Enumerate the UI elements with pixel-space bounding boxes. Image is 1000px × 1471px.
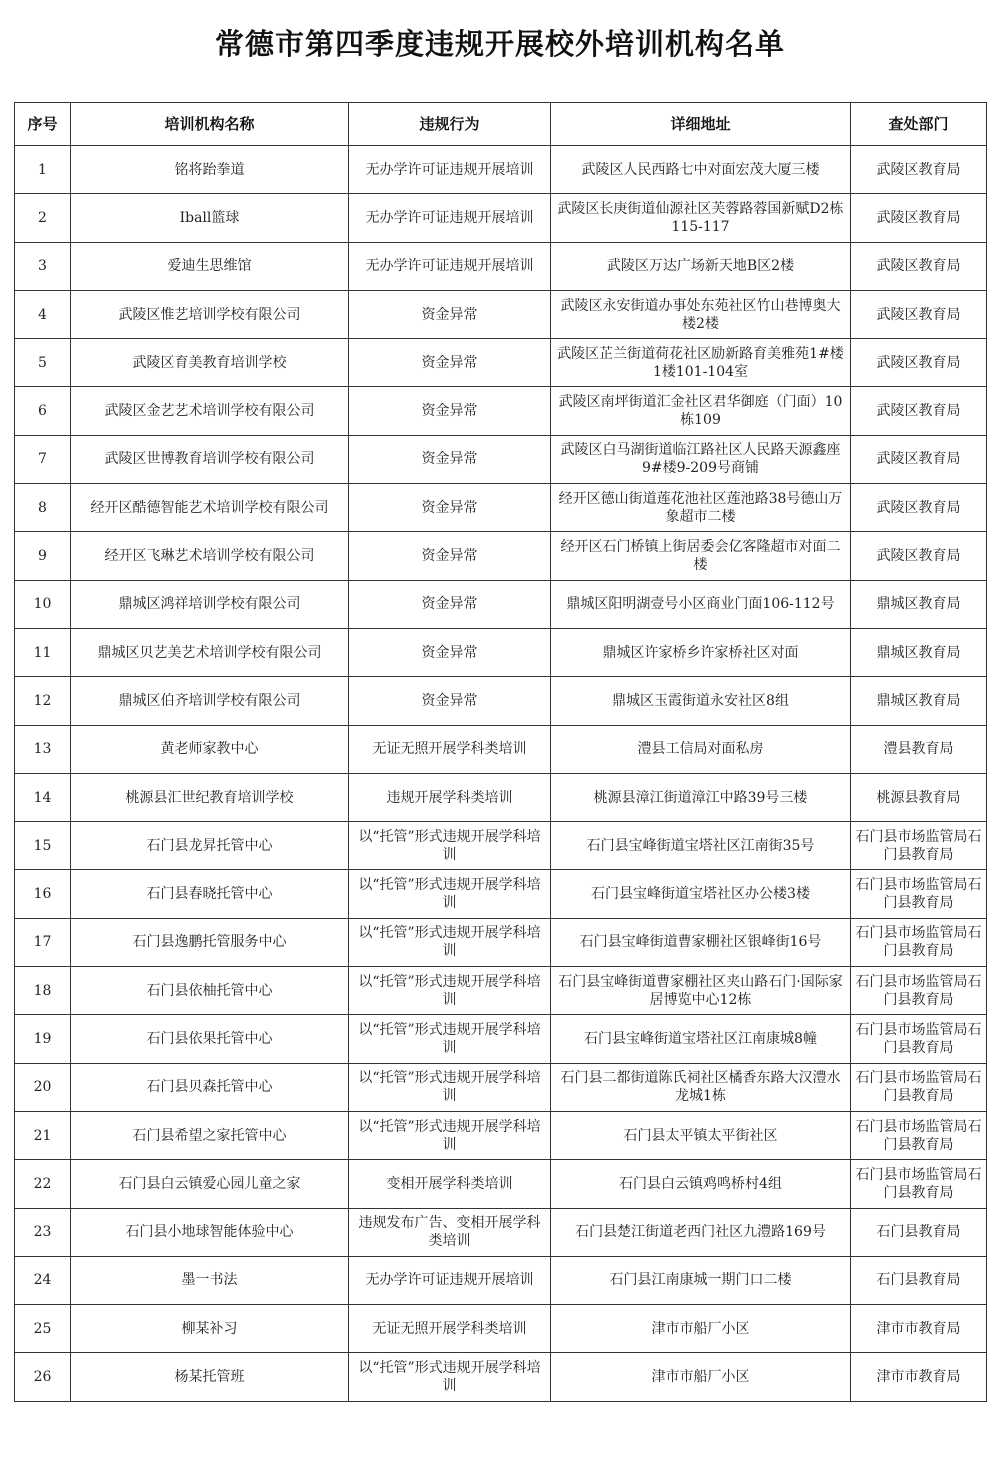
- cell-institution-name: 石门县龙昇托管中心: [71, 822, 349, 870]
- cell-department: 鼎城区教育局: [851, 580, 987, 628]
- cell-violation: 资金异常: [349, 339, 551, 387]
- cell-institution-name: 鼎城区伯齐培训学校有限公司: [71, 677, 349, 725]
- cell-institution-name: 武陵区金艺艺术培训学校有限公司: [71, 387, 349, 435]
- cell-address: 石门县二都街道陈氏祠社区橘香东路大汉澧水龙城1栋: [551, 1063, 851, 1111]
- table-row: [15, 773, 987, 821]
- cell-index: 15: [15, 822, 71, 870]
- cell-institution-name: 柳某补习: [71, 1305, 349, 1353]
- cell-violation: 以“托管”形式违规开展学科培训: [349, 870, 551, 918]
- cell-violation: 违规发布广告、变相开展学科类培训: [349, 1208, 551, 1256]
- cell-violation: 资金异常: [349, 387, 551, 435]
- cell-institution-name: 经开区酷德智能艺术培训学校有限公司: [71, 484, 349, 532]
- cell-address: 津市市船厂小区: [551, 1305, 851, 1353]
- cell-institution-name: 爱迪生思维馆: [71, 242, 349, 290]
- cell-index: 11: [15, 628, 71, 676]
- cell-institution-name: 黄老师家教中心: [71, 725, 349, 773]
- cell-institution-name: 石门县依柚托管中心: [71, 967, 349, 1015]
- cell-index: 25: [15, 1305, 71, 1353]
- cell-address: 武陵区南坪街道汇金社区君华御庭（门面）10栋109: [551, 387, 851, 435]
- cell-department: 石门县市场监管局石门县教育局: [851, 1160, 987, 1208]
- cell-department: 石门县市场监管局石门县教育局: [851, 870, 987, 918]
- cell-department: 石门县市场监管局石门县教育局: [851, 1063, 987, 1111]
- cell-address: 石门县宝峰街道曹家棚社区夹山路石门·国际家居博览中心12栋: [551, 967, 851, 1015]
- cell-institution-name: Iball篮球: [71, 194, 349, 242]
- table-row: [15, 387, 987, 435]
- cell-violation: 以“托管”形式违规开展学科培训: [349, 1353, 551, 1401]
- cell-violation: 以“托管”形式违规开展学科培训: [349, 967, 551, 1015]
- table-row: [15, 1353, 987, 1401]
- cell-institution-name: 墨一书法: [71, 1256, 349, 1304]
- table-row: [15, 1160, 987, 1208]
- cell-institution-name: 石门县希望之家托管中心: [71, 1111, 349, 1159]
- cell-violation: 无证无照开展学科类培训: [349, 725, 551, 773]
- cell-violation: 无办学许可证违规开展培训: [349, 146, 551, 194]
- cell-violation: 无办学许可证违规开展培训: [349, 1256, 551, 1304]
- table-header-row: [15, 103, 987, 146]
- cell-department: 石门县市场监管局石门县教育局: [851, 1015, 987, 1063]
- table-row: [15, 1256, 987, 1304]
- cell-index: 16: [15, 870, 71, 918]
- cell-violation: 以“托管”形式违规开展学科培训: [349, 918, 551, 966]
- table-row: [15, 146, 987, 194]
- cell-violation: 变相开展学科类培训: [349, 1160, 551, 1208]
- cell-violation: 资金异常: [349, 677, 551, 725]
- cell-index: 1: [15, 146, 71, 194]
- cell-index: 5: [15, 339, 71, 387]
- cell-address: 桃源县漳江街道漳江中路39号三楼: [551, 773, 851, 821]
- institution-table: [14, 102, 987, 1402]
- cell-index: 10: [15, 580, 71, 628]
- table-row: [15, 580, 987, 628]
- cell-violation: 资金异常: [349, 435, 551, 483]
- header-index: 序号: [15, 103, 71, 146]
- cell-address: 石门县江南康城一期门口二楼: [551, 1256, 851, 1304]
- cell-department: 武陵区教育局: [851, 242, 987, 290]
- cell-address: 鼎城区许家桥乡许家桥社区对面: [551, 628, 851, 676]
- header-violation: 违规行为: [349, 103, 551, 146]
- cell-violation: 违规开展学科类培训: [349, 773, 551, 821]
- cell-department: 武陵区教育局: [851, 387, 987, 435]
- table-row: [15, 194, 987, 242]
- cell-violation: 以“托管”形式违规开展学科培训: [349, 1111, 551, 1159]
- cell-address: 经开区德山街道莲花池社区莲池路38号德山万象超市二楼: [551, 484, 851, 532]
- cell-department: 武陵区教育局: [851, 290, 987, 338]
- cell-institution-name: 鼎城区鸿祥培训学校有限公司: [71, 580, 349, 628]
- cell-department: 鼎城区教育局: [851, 628, 987, 676]
- table-row: [15, 1305, 987, 1353]
- table-row: [15, 967, 987, 1015]
- cell-department: 桃源县教育局: [851, 773, 987, 821]
- cell-department: 鼎城区教育局: [851, 677, 987, 725]
- cell-violation: 资金异常: [349, 290, 551, 338]
- cell-violation: 以“托管”形式违规开展学科培训: [349, 1063, 551, 1111]
- cell-index: 8: [15, 484, 71, 532]
- cell-institution-name: 武陵区世博教育培训学校有限公司: [71, 435, 349, 483]
- cell-institution-name: 石门县依果托管中心: [71, 1015, 349, 1063]
- cell-department: 武陵区教育局: [851, 484, 987, 532]
- cell-institution-name: 铭将跆拳道: [71, 146, 349, 194]
- cell-index: 26: [15, 1353, 71, 1401]
- cell-department: 武陵区教育局: [851, 339, 987, 387]
- cell-address: 武陵区白马湖街道临江路社区人民路天源鑫座9#楼9-209号商铺: [551, 435, 851, 483]
- cell-department: 石门县市场监管局石门县教育局: [851, 822, 987, 870]
- cell-institution-name: 桃源县汇世纪教育培训学校: [71, 773, 349, 821]
- page-title: 常德市第四季度违规开展校外培训机构名单: [214, 27, 785, 61]
- cell-index: 2: [15, 194, 71, 242]
- cell-address: 武陵区人民西路七中对面宏茂大厦三楼: [551, 146, 851, 194]
- table-row: [15, 822, 987, 870]
- table-row: [15, 1063, 987, 1111]
- header-address: 详细地址: [551, 103, 851, 146]
- table-row: [15, 242, 987, 290]
- cell-index: 20: [15, 1063, 71, 1111]
- cell-department: 石门县市场监管局石门县教育局: [851, 1111, 987, 1159]
- cell-violation: 资金异常: [349, 628, 551, 676]
- cell-institution-name: 石门县白云镇爱心园儿童之家: [71, 1160, 349, 1208]
- cell-department: 津市市教育局: [851, 1353, 987, 1401]
- cell-index: 21: [15, 1111, 71, 1159]
- cell-violation: 无证无照开展学科类培训: [349, 1305, 551, 1353]
- table-row: [15, 1015, 987, 1063]
- cell-index: 4: [15, 290, 71, 338]
- cell-index: 24: [15, 1256, 71, 1304]
- cell-address: 石门县楚江街道老西门社区九澧路169号: [551, 1208, 851, 1256]
- table-row: [15, 339, 987, 387]
- cell-institution-name: 武陵区育美教育培训学校: [71, 339, 349, 387]
- table-row: [15, 870, 987, 918]
- cell-violation: 无办学许可证违规开展培训: [349, 242, 551, 290]
- cell-index: 22: [15, 1160, 71, 1208]
- cell-index: 14: [15, 773, 71, 821]
- cell-department: 石门县市场监管局石门县教育局: [851, 918, 987, 966]
- table-row: [15, 435, 987, 483]
- cell-institution-name: 武陵区惟艺培训学校有限公司: [71, 290, 349, 338]
- cell-department: 石门县教育局: [851, 1256, 987, 1304]
- table-row: [15, 290, 987, 338]
- table-row: [15, 918, 987, 966]
- cell-address: 澧县工信局对面私房: [551, 725, 851, 773]
- cell-address: 石门县宝峰街道曹家棚社区银峰街16号: [551, 918, 851, 966]
- cell-address: 武陵区芷兰街道荷花社区励新路育美雅苑1#楼1楼101-104室: [551, 339, 851, 387]
- cell-department: 澧县教育局: [851, 725, 987, 773]
- cell-index: 9: [15, 532, 71, 580]
- cell-index: 3: [15, 242, 71, 290]
- cell-address: 武陵区永安街道办事处东苑社区竹山巷博奥大楼2楼: [551, 290, 851, 338]
- cell-address: 武陵区万达广场新天地B区2楼: [551, 242, 851, 290]
- cell-department: 武陵区教育局: [851, 435, 987, 483]
- cell-index: 23: [15, 1208, 71, 1256]
- cell-institution-name: 鼎城区贝艺美艺术培训学校有限公司: [71, 628, 349, 676]
- header-institution-name: 培训机构名称: [71, 103, 349, 146]
- table-row: [15, 1208, 987, 1256]
- cell-department: 武陵区教育局: [851, 532, 987, 580]
- cell-department: 武陵区教育局: [851, 146, 987, 194]
- cell-department: 石门县教育局: [851, 1208, 987, 1256]
- cell-address: 津市市船厂小区: [551, 1353, 851, 1401]
- table-row: [15, 1111, 987, 1159]
- cell-institution-name: 石门县春晓托管中心: [71, 870, 349, 918]
- cell-institution-name: 石门县逸鹏托管服务中心: [71, 918, 349, 966]
- cell-violation: 以“托管”形式违规开展学科培训: [349, 1015, 551, 1063]
- table-row: [15, 677, 987, 725]
- cell-address: 鼎城区阳明湖壹号小区商业门面106-112号: [551, 580, 851, 628]
- cell-violation: 无办学许可证违规开展培训: [349, 194, 551, 242]
- cell-violation: 资金异常: [349, 580, 551, 628]
- cell-index: 18: [15, 967, 71, 1015]
- cell-address: 经开区石门桥镇上街居委会亿客隆超市对面二楼: [551, 532, 851, 580]
- cell-institution-name: 杨某托管班: [71, 1353, 349, 1401]
- cell-address: 武陵区长庚街道仙源社区芙蓉路蓉国新赋D2栋115-117: [551, 194, 851, 242]
- table-row: [15, 532, 987, 580]
- cell-violation: 资金异常: [349, 484, 551, 532]
- cell-index: 17: [15, 918, 71, 966]
- cell-address: 石门县宝峰街道宝塔社区江南街35号: [551, 822, 851, 870]
- cell-institution-name: 石门县小地球智能体验中心: [71, 1208, 349, 1256]
- cell-violation: 资金异常: [349, 532, 551, 580]
- cell-address: 石门县宝峰街道宝塔社区办公楼3楼: [551, 870, 851, 918]
- cell-institution-name: 石门县贝森托管中心: [71, 1063, 349, 1111]
- cell-address: 石门县宝峰街道宝塔社区江南康城8幢: [551, 1015, 851, 1063]
- cell-department: 津市市教育局: [851, 1305, 987, 1353]
- cell-institution-name: 经开区飞琳艺术培训学校有限公司: [71, 532, 349, 580]
- cell-address: 石门县白云镇鸡鸣桥村4组: [551, 1160, 851, 1208]
- cell-index: 12: [15, 677, 71, 725]
- table-row: [15, 628, 987, 676]
- cell-department: 武陵区教育局: [851, 194, 987, 242]
- cell-address: 鼎城区玉霞街道永安社区8组: [551, 677, 851, 725]
- cell-department: 石门县市场监管局石门县教育局: [851, 967, 987, 1015]
- cell-violation: 以“托管”形式违规开展学科培训: [349, 822, 551, 870]
- cell-address: 石门县太平镇太平街社区: [551, 1111, 851, 1159]
- header-department: 查处部门: [851, 103, 987, 146]
- table-row: [15, 484, 987, 532]
- cell-index: 19: [15, 1015, 71, 1063]
- table-body: [15, 146, 987, 1402]
- cell-index: 7: [15, 435, 71, 483]
- cell-index: 6: [15, 387, 71, 435]
- table-row: [15, 725, 987, 773]
- cell-index: 13: [15, 725, 71, 773]
